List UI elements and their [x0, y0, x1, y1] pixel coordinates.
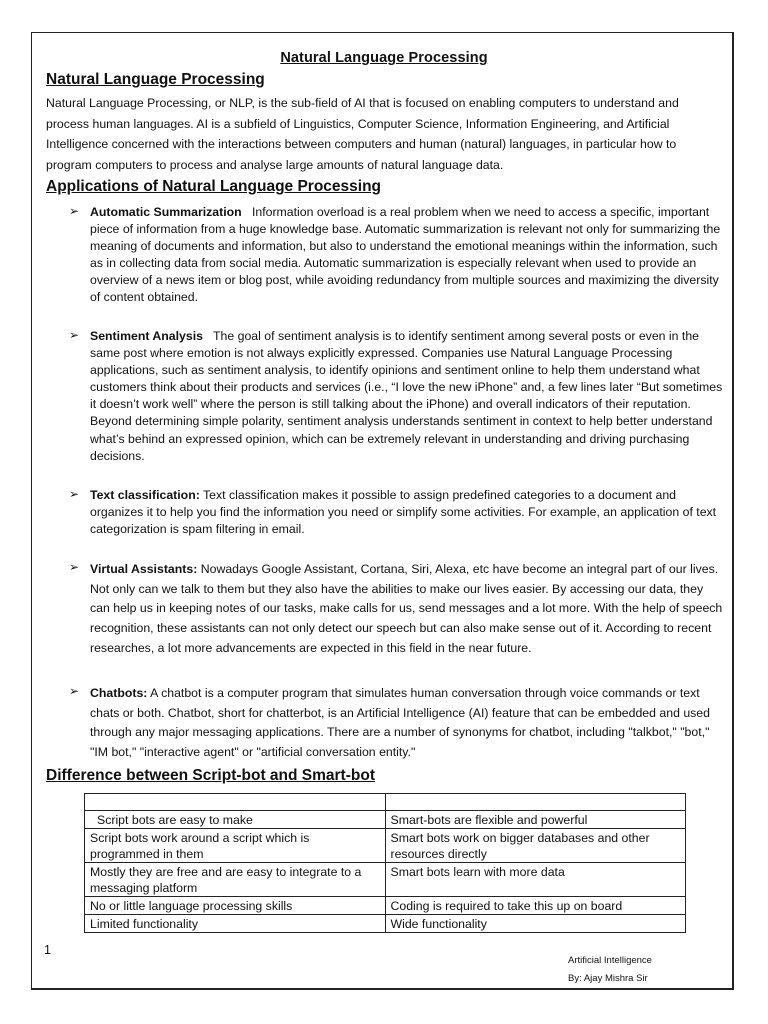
- list-item-virtual-assistants: [90, 560, 726, 659]
- bullet-arrow-icon: ➢: [69, 328, 80, 342]
- footer-subject: Artificial Intelligence: [568, 955, 652, 966]
- item-text: A chatbot is a computer program that simulates human conversation through voice commands or text chats or both. Chatbot, short for chatterbot, is an Artificial Intelligence (AI) feature that can be embedded and used through any major messaging applications. There are a number of synonyms for chatbot, including "talkbot," "bot," "IM bot," "interactive agent" or "artificial conversation entity.": [90, 686, 710, 760]
- table-cell-script-bot: Script bots work around a script which is programmed in them: [85, 829, 386, 863]
- table-cell-smart-bot: Smart-bots are flexible and powerful: [385, 811, 686, 829]
- item-text: The goal of sentiment analysis is to identify sentiment among several posts or even in the same post where emotion is not always explicitly expressed. Companies use Natural Language Processing applications, such as sentiment analysis, to identify opinions and sentiment online to help them understand what customers think about their products and services (i.e., “I love the new iPhone” and, a few lines later “But sometimes it doesn’t work well” where the person is still talking about the iPhone) and overall indicators of their reputation. Beyond determining simple polarity, sentiment analysis understands sentiment in context to help better understand what’s behind an expressed opinion, which can be extremely relevant in understanding and driving purchasing decisions.: [90, 329, 723, 463]
- item-text: Information overload is a real problem when we need to access a specific, important piece of information from a huge knowledge base. Automatic summarization is relevant not only for summarizing the meaning of documents and information, but also to understand the emotional meanings within the information, such as in collecting data from social media. Automatic summarization is especially relevant when used to provide an overview of a news item or blog post, while avoiding redundancy from multiple sources and maximizing the diversity of content obtained.: [90, 205, 721, 305]
- table-cell-smart-bot: Smart bots work on bigger databases and other resources directly: [385, 829, 686, 863]
- bullet-arrow-icon: ➢: [69, 560, 80, 574]
- item-term: Virtual Assistants:: [90, 562, 198, 576]
- table-cell-smart-bot: Smart bots learn with more data: [385, 863, 686, 897]
- table-cell-smart-bot: Coding is required to take this up on board: [385, 897, 686, 915]
- table-cell-script-bot: No or little language processing skills: [85, 897, 386, 915]
- item-text: Text classification makes it possible to assign predefined categories to a document and organizes it to help you find the information you need or simplify some activities. For example, an application of text categorization is spam filtering in email.: [90, 488, 717, 537]
- item-term: Automatic Summarization: [90, 205, 242, 219]
- item-term: Chatbots:: [90, 686, 148, 700]
- difference-heading: Difference between Script-bot and Smart-bot: [46, 767, 375, 784]
- table-row: [85, 811, 686, 829]
- table-row: [85, 829, 686, 863]
- comparison-table: [84, 793, 686, 933]
- bullet-arrow-icon: ➢: [69, 684, 80, 698]
- document-title: Natural Language Processing: [280, 50, 488, 66]
- footer-author: By: Ajay Mishra Sir: [568, 973, 648, 984]
- intro-heading: Natural Language Processing: [46, 71, 265, 88]
- table-row: [85, 915, 686, 933]
- applications-heading: Applications of Natural Language Processing: [46, 178, 382, 195]
- list-item-text-classification: [90, 487, 726, 538]
- item-text: Nowadays Google Assistant, Cortana, Siri, Alexa, etc have become an integral part of our lives. Not only can we talk to them but they also have the abilities to make our lives easier. By accessing our data, they can help us in keeping notes of our tasks, make calls for us, send messages and a lot more. With the help of speech recognition, these assistants can not only detect our speech but can also make sense out of it. According to recent researches, a lot more advancements are expected in this field in the near future.: [90, 562, 723, 655]
- bullet-arrow-icon: ➢: [69, 487, 80, 501]
- item-term: Sentiment Analysis: [90, 329, 203, 343]
- page-number: 1: [44, 943, 51, 957]
- table-cell-smart-bot: [385, 794, 686, 811]
- table-cell-smart-bot: Wide functionality: [385, 915, 686, 933]
- list-item-chatbots: [90, 684, 726, 763]
- table-cell-script-bot: Mostly they are free and are easy to integrate to a messaging platform: [85, 863, 386, 897]
- table-row: [85, 863, 686, 897]
- intro-paragraph: Natural Language Processing, or NLP, is the sub-field of AI that is focused on enabling computers to understand and process human languages. AI is a subfield of Linguistics, Computer Science, Information Engineering, and Artificial Intelligence concerned with the interactions between computers and human (natural) languages, in particular how to program computers to process and analyse large amounts of natural language data.: [46, 96, 679, 172]
- table-cell-script-bot: Limited functionality: [85, 915, 386, 933]
- table-cell-script-bot: Script bots are easy to make: [85, 811, 386, 829]
- list-item-automatic-summarization: [90, 204, 726, 307]
- list-item-sentiment-analysis: [90, 328, 726, 465]
- item-term: Text classification:: [90, 488, 200, 502]
- table-cell-script-bot: [85, 794, 386, 811]
- bullet-arrow-icon: ➢: [69, 204, 80, 218]
- table-row: [85, 897, 686, 915]
- table-row: [85, 794, 686, 811]
